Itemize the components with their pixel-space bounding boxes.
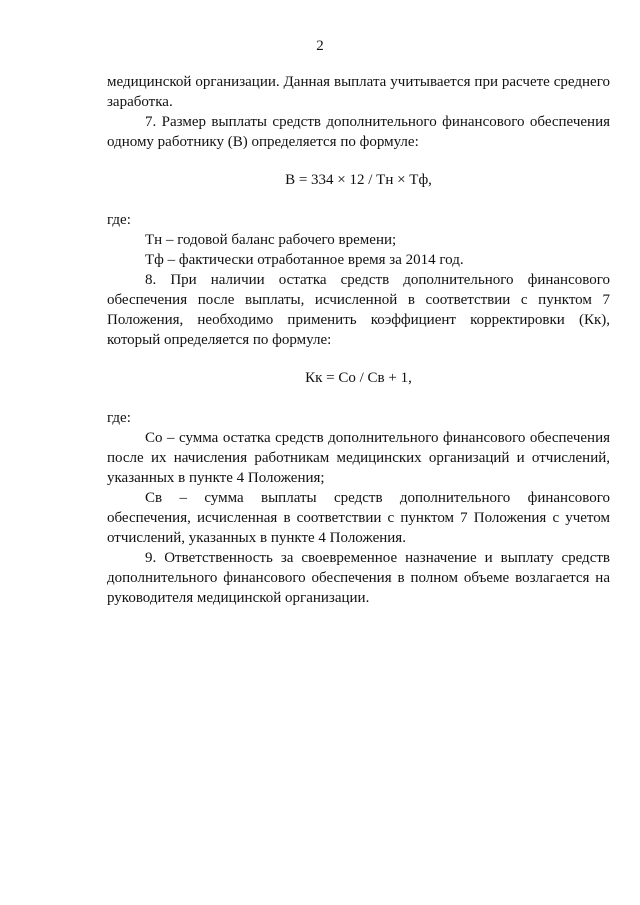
formula-payment: В = 334 × 12 / Тн × Тф, [285,172,432,188]
paragraph-item-8: 8. При наличии остатка средств дополнительного финансового обеспечения после выплаты, исчисленной в соответствии с пунктом 7 Положения, необходимо применить коэффициент корректировки (Кк), который определяется по формуле: [107,272,610,348]
paragraph-continuation: медицинской организации. Данная выплата учитывается при расчете среднего заработка. [107,74,610,110]
document-body [107,72,610,608]
definition-tf: Тф – фактически отработанное время за 2014 год. [145,252,464,268]
formula-coefficient: Кк = Со / Св + 1, [305,370,412,386]
paragraph-item-7: 7. Размер выплаты средств дополнительного финансового обеспечения одному работнику (В) определяется по формуле: [107,114,610,150]
paragraph-item-9: 9. Ответственность за своевременное назначение и выплату средств дополнительного финансового обеспечения в полном объеме возлагается на руководителя медицинской организации. [107,550,610,606]
definition-tn: Тн – годовой баланс рабочего времени; [145,232,397,248]
where-label-2: где: [107,410,131,426]
where-label-1: где: [107,212,131,228]
definition-cv: Св – сумма выплаты средств дополнительного финансового обеспечения, исчисленная в соответствии с пунктом 7 Положения с учетом отчислений, указанных в пункте 4 Положения. [107,490,610,546]
page-number: 2 [316,38,324,54]
definition-co: Со – сумма остатка средств дополнительного финансового обеспечения после их начисления работникам медицинских организаций и отчислений, указанных в пункте 4 Положения; [107,430,610,486]
